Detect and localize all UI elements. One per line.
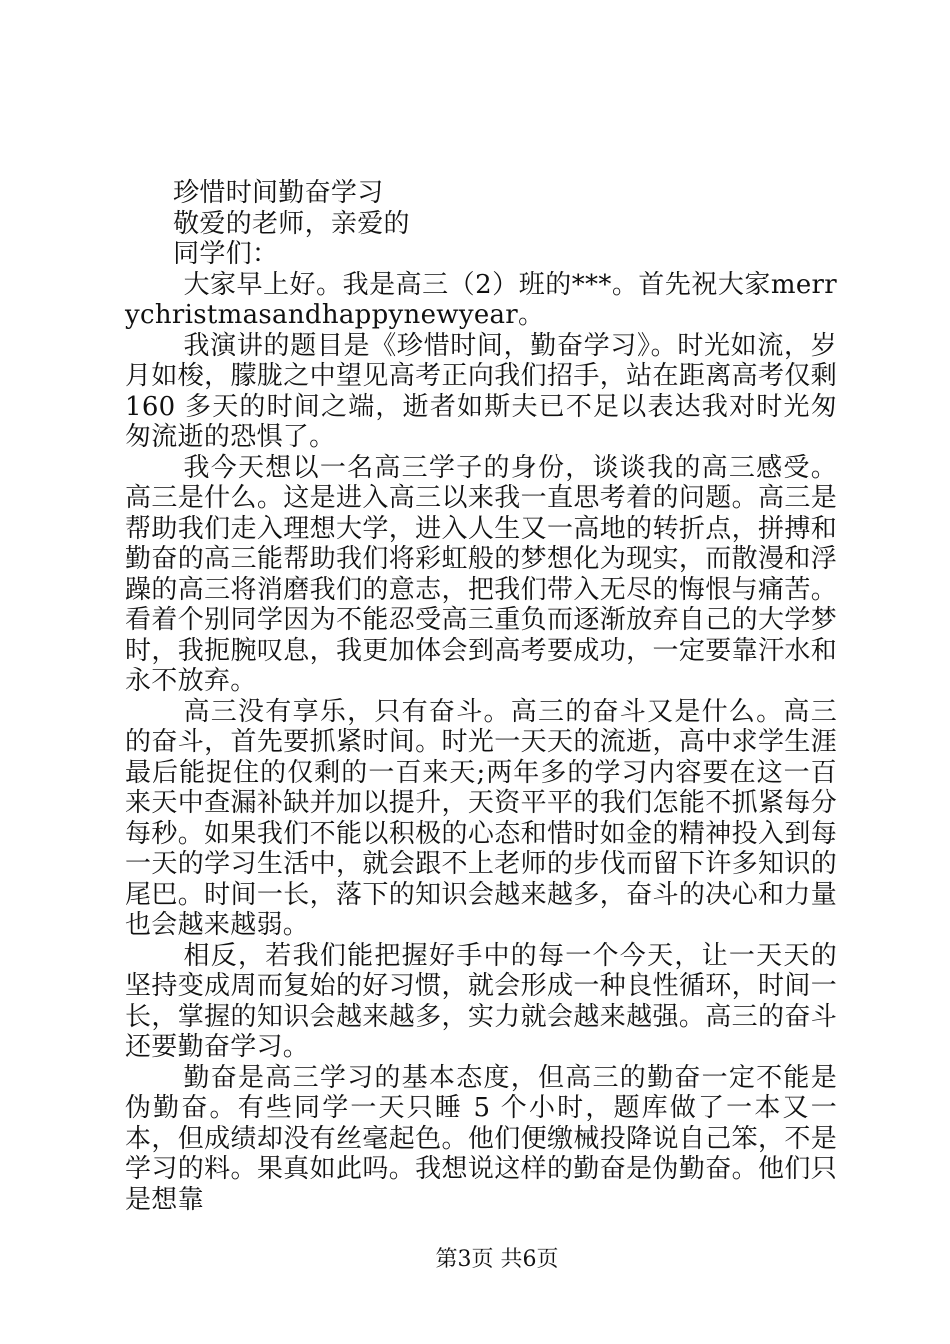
page-footer xyxy=(0,1242,950,1273)
salutation-line-teachers: 敬爱的老师，亲爱的 xyxy=(173,208,410,239)
salutation-line-classmates: 同学们： xyxy=(173,239,279,269)
paragraph-senior-year-reflection: 我今天想以一名高三学子的身份，谈谈我的高三感受。高三是什么。这是进入高三以来我一直思考着的问题。高三是帮助我们走入理想大学，进入人生又一高地的转折点，拼搏和勤奋的高三能帮助我们将彩虹般的梦想化为现实，而散漫和浮躁的高三将消磨我们的意志，把我们带入无尽的悔恨与痛苦。看着个别同学因为不能忍受高三重负而逐渐放弃自己的大学梦时，我扼腕叹息，我更加体会到高考要成功，一定要靠汗水和永不放弃。 xyxy=(125,452,837,696)
document-text-block xyxy=(125,178,837,1215)
paragraph-speech-topic: 我演讲的题目是《珍惜时间，勤奋学习》。时光如流，岁月如梭，朦胧之中望见高考正向我们招手，站在距离高考仅剩160 多天的时间之端，逝者如斯夫已不足以表达我对时光匆匆流逝的恐惧了。 xyxy=(125,330,837,452)
paragraph-diligence: 勤奋是高三学习的基本态度，但高三的勤奋一定不能是伪勤奋。有些同学一天只睡 5 个小时，题库做了一本又一本，但成绩却没有丝毫起色。他们便缴械投降说自己笨，不是学习的料。果真如此吗。我想说这样的勤奋是伪勤奋。他们只是想靠 xyxy=(125,1062,837,1215)
paragraph-seize-time: 高三没有享乐，只有奋斗。高三的奋斗又是什么。高三的奋斗，首先要抓紧时间。时光一天天的流逝，高中求学生涯最后能捉住的仅剩的一百来天;两年多的学习内容要在这一百来天中查漏补缺并加以提升，天资平平的我们怎能不抓紧每分每秒。如果我们不能以积极的心态和惜时如金的精神投入到每一天的学习生活中，就会跟不上老师的步伐而留下许多知识的尾巴。时间一长，落下的知识会越来越多，奋斗的决心和力量也会越来越弱。 xyxy=(125,696,837,940)
document-title-line: 珍惜时间勤奋学习 xyxy=(173,178,384,208)
paragraph-good-habits: 相反，若我们能把握好手中的每一个今天，让一天天的坚持变成周而复始的好习惯，就会形成一种良性循环，时间一长，掌握的知识会越来越多，实力就会越来越强。高三的奋斗还要勤奋学习。 xyxy=(125,940,837,1062)
paragraph-greeting: 大家早上好。我是高三（2）班的***。首先祝大家merrychristmasandhappynewyear。 xyxy=(125,269,837,330)
page-number-label: 第3页 共6页 xyxy=(435,1247,559,1272)
